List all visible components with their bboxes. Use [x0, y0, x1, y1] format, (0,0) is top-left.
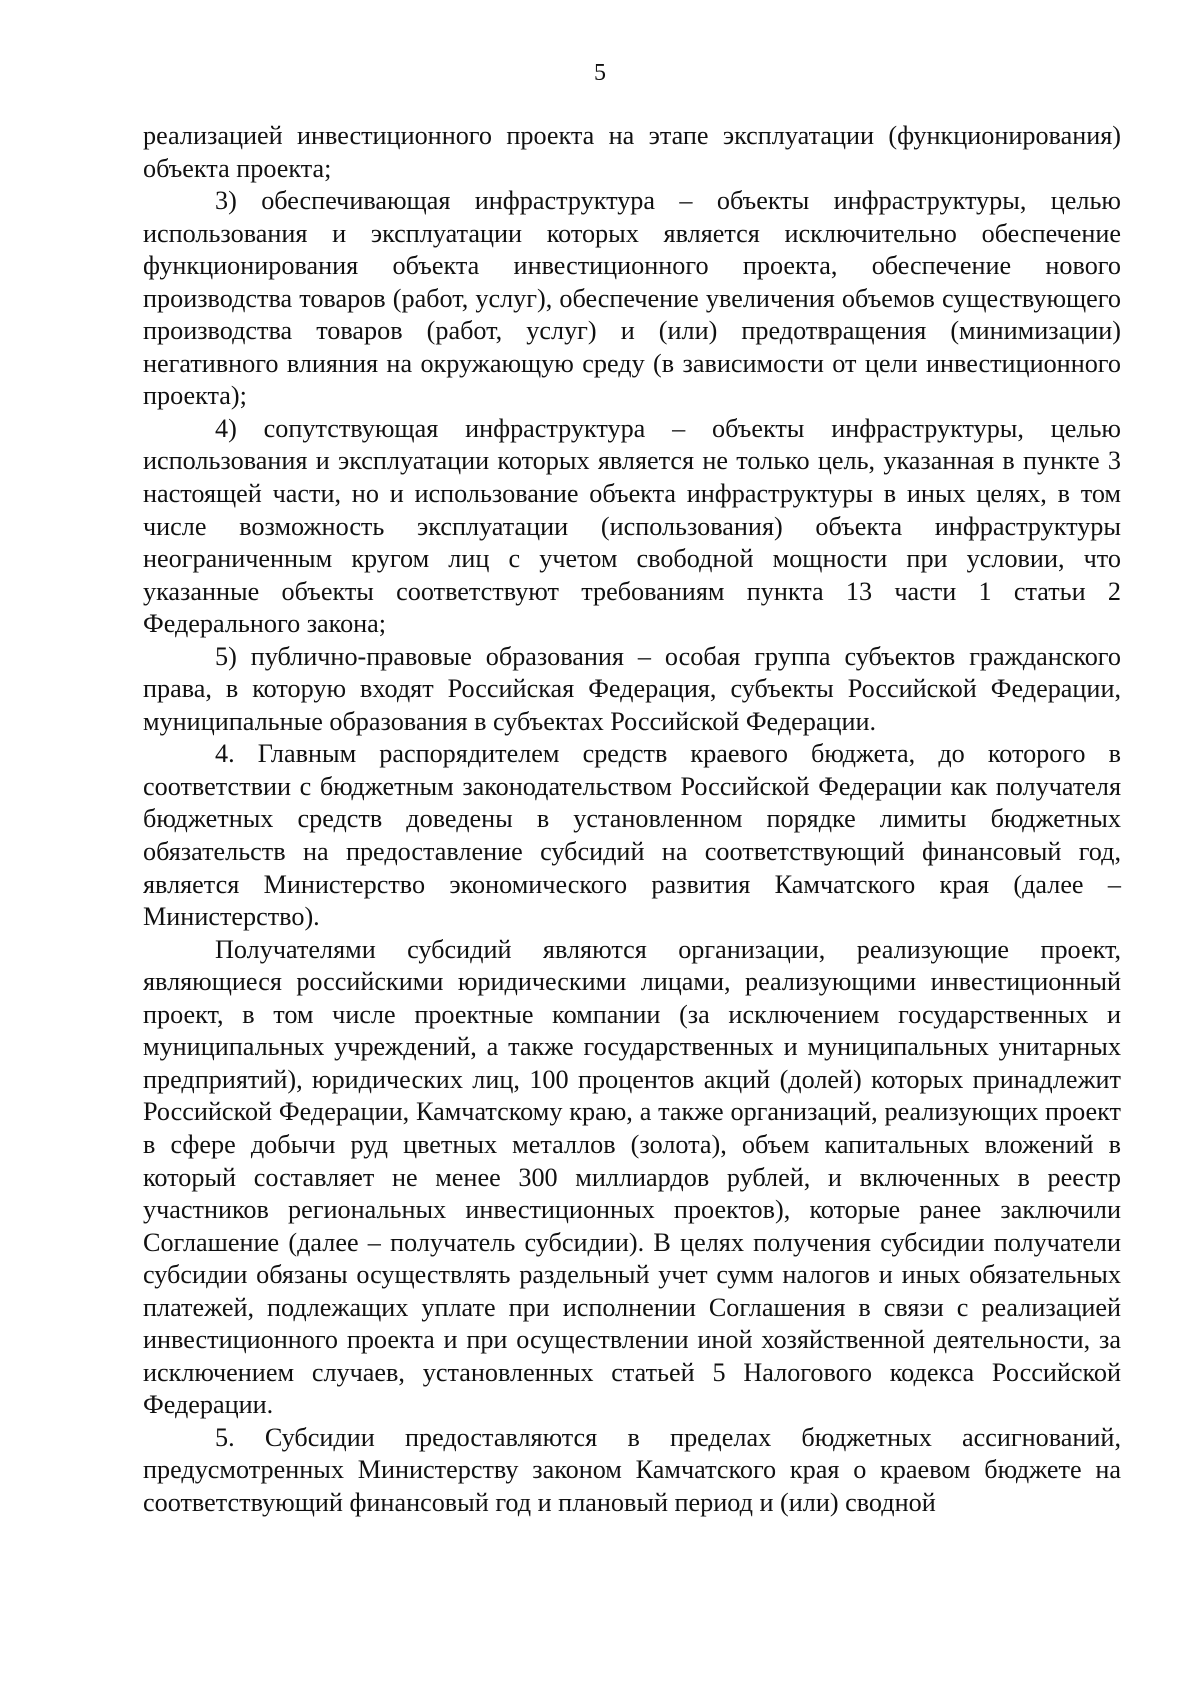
paragraph-section-5-subsidy-limits: 5. Субсидии предоставляются в пределах бюджетных ассигнований, предусмотренных Министерству законом Камчатского края о краевом бюджете на соответствующий финансовый год и плановый период и (или) сводной: [143, 1422, 1121, 1517]
document-body: [143, 120, 1121, 1520]
paragraph-continuation: реализацией инвестиционного проекта на этапе эксплуатации (функционирования) объекта проекта;: [143, 121, 1121, 183]
paragraph-subsidy-recipients: Получателями субсидий являются организации, реализующие проект, являющиеся российскими юридическими лицами, реализующими инвестиционный проект, в том числе проектные компании (за исключением государственных и муниципальных учреждений, а также государственных и муниципальных унитарных предприятий), юридических лиц, 100 процентов акций (долей) которых принадлежит Российской Федерации, Камчатскому краю, а также организаций, реализующих проект в сфере добычи руд цветных металлов (золота), объем капитальных вложений в который составляет не менее 300 миллиардов рублей, и включенных в реестр участников региональных инвестиционных проектов), которые ранее заключили Соглашение (далее – получатель субсидии). В целях получения субсидии получатели субсидии обязаны осуществлять раздельный учет сумм налогов и иных обязательных платежей, подлежащих уплате при исполнении Соглашения в связи с реализацией инвестиционного проекта и при осуществлении иной хозяйственной деятельности, за исключением случаев, установленных статьей 5 Налогового кодекса Российской Федерации.: [143, 934, 1121, 1420]
paragraph-item-5-public-legal-entities: 5) публично-правовые образования – особая группа субъектов гражданского права, в которую входят Российская Федерация, субъекты Российской Федерации, муниципальные образования в субъектах Российской Федерации.: [143, 641, 1121, 736]
paragraph-item-3-supporting-infrastructure: 3) обеспечивающая инфраструктура – объекты инфраструктуры, целью использования и эксплуатации которых является исключительно обеспечение функционирования объекта инвестиционного проекта, обеспечение нового производства товаров (работ, услуг), обеспечение увеличения объемов существующего производства товаров (работ, услуг) и (или) предотвращения (минимизации) негативного влияния на окружающую среду (в зависимости от цели инвестиционного проекта);: [143, 186, 1121, 411]
page-number: 5: [594, 60, 606, 86]
paragraph-section-4-main-manager: 4. Главным распорядителем средств краевого бюджета, до которого в соответствии с бюджетным законодательством Российской Федерации как получателя бюджетных средств доведены в установленном порядке лимиты бюджетных обязательств на предоставление субсидий на соответствующий финансовый год, является Министерство экономического развития Камчатского края (далее – Министерство).: [143, 739, 1121, 932]
paragraph-item-4-accompanying-infrastructure: 4) сопутствующая инфраструктура – объекты инфраструктуры, целью использования и эксплуатации которых является не только цель, указанная в пункте 3 настоящей части, но и использование объекта инфраструктуры в иных целях, в том числе возможность эксплуатации (использования) объекта инфраструктуры неограниченным кругом лиц с учетом свободной мощности при условии, что указанные объекты соответствуют требованиям пункта 13 части 1 статьи 2 Федерального закона;: [143, 413, 1121, 639]
